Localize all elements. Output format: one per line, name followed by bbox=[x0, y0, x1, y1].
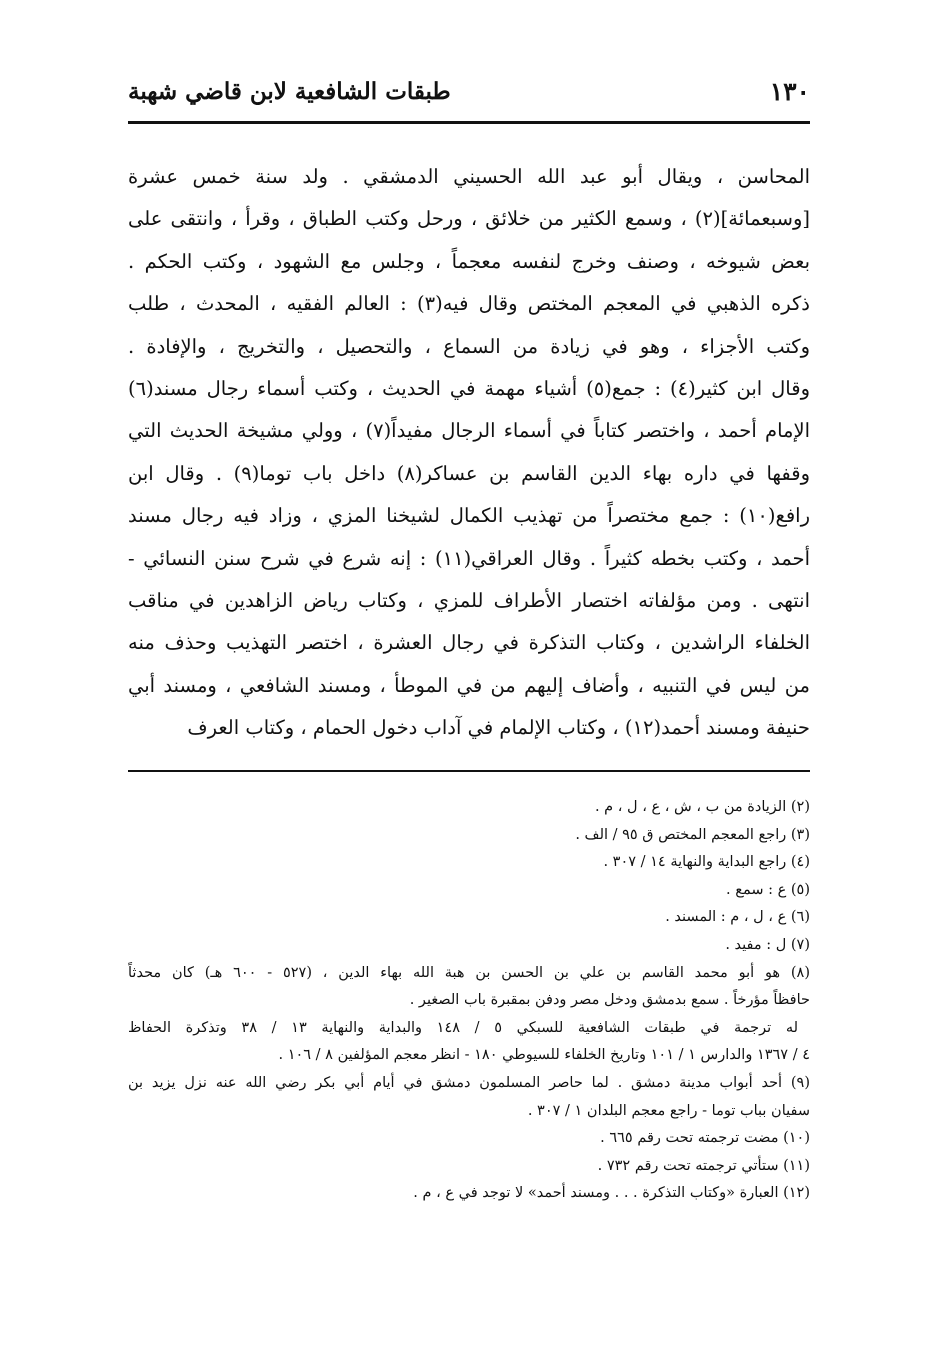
text-line: رافع(١٠) : جمع مختصراً من تهذيب الكمال لشيخنا المزي ، وزاد فيه رجال مسند bbox=[128, 504, 810, 528]
page-number: ١٣٠ bbox=[769, 77, 810, 106]
footnote-separator bbox=[128, 770, 810, 772]
text-line: بعض شيوخه ، وصنف وخرج لنفسه معجماً ، وجلس مع الشهود ، وكتب الحكم . bbox=[128, 249, 810, 273]
footnote-line: (٨) هو أبو محمد القاسم بن علي بن الحسن بن هبة الله بهاء الدين ، (٥٢٧ - ٦٠٠ هـ) كان محدثاً bbox=[128, 964, 810, 981]
footnotes bbox=[128, 794, 810, 1208]
footnote-line: حافظاً مؤرخاً . سمع بدمشق ودخل مصر ودفن بمقبرة باب الصغير . bbox=[409, 992, 810, 1009]
text-line: المحاسن ، ويقال أبو عبد الله الحسيني الدمشقي . ولد سنة خمس عشرة bbox=[128, 165, 810, 188]
text-line: الخلفاء الراشدين ، وكتاب التذكرة في رجال العشرة ، اختصر التهذيب وحذف منه bbox=[128, 631, 810, 655]
text-line: انتهى . ومن مؤلفاته اختصار الأطراف للمزي ، وكتاب رياض الزاهدين في مناقب bbox=[128, 588, 810, 612]
footnote-line: (١٢) العبارة «وكتاب التذكرة . . . ومسند أحمد» لا توجد في ع ، م . bbox=[413, 1185, 810, 1202]
footnote-line: (٥) ع : سمع . bbox=[726, 881, 810, 898]
text-line: وقال ابن كثير(٤) : جمع(٥) أشياء مهمة في الحديث ، وكتب أسماء رجال مسند(٦) bbox=[128, 376, 810, 400]
main-text bbox=[128, 156, 810, 749]
footnote-line: (٢) الزيادة من ب ، ش ، ع ، ل ، م . bbox=[594, 799, 810, 815]
footnote-line: ٤ / ١٣٦٧ والدارس ١ / ١٠١ وتاريخ الخلفاء للسيوطي ١٨٠ - انظر معجم المؤلفين ٨ / ١٠٦ . bbox=[278, 1047, 810, 1064]
text-line: ذكره الذهبي في المعجم المختص وقال فيه(٣) : العالم الفقيه ، المحدث ، طلب bbox=[128, 292, 810, 316]
footnote-line: (١١) ستأتي ترجمته تحت رقم ٧٣٢ . bbox=[597, 1157, 810, 1174]
text-line: الإمام أحمد ، واختصر كتاباً في أسماء الرجال مفيداً(٧) ، وولي مشيخة الحديث التي bbox=[128, 419, 810, 443]
footnote-line: له ترجمة في طبقات الشافعية للسبكي ٥ / ١٤٨ والبداية والنهاية ١٣ / ٣٨ وتذكرة الحفاظ bbox=[128, 1019, 799, 1036]
footnote-line: (٤) راجع البداية والنهاية ١٤ / ٣٠٧ . bbox=[603, 854, 810, 871]
footnote-line: سفيان بباب توما - راجع معجم البلدان ١ / ٣٠٧ . bbox=[527, 1102, 810, 1119]
text-line: وكتب الأجزاء ، وهو في زيادة من السماع ، والتحصيل ، والتخريج ، والإفادة . bbox=[128, 334, 810, 358]
footnote-line: (١٠) مضت ترجمته تحت رقم ٦٦٥ . bbox=[600, 1130, 810, 1147]
text-line: من ليس في التنبيه ، وأضاف إليهم من في الموطأ ، ومسند الشافعي ، ومسند أبي bbox=[128, 673, 810, 697]
footnote-line: (٩) أحد أبواب مدينة دمشق . لما حاصر المسلمون دمشق في أيام أبي بكر رضي الله عنه نزل يزيد بن bbox=[128, 1074, 810, 1091]
running-head bbox=[128, 74, 810, 110]
text-line: وقفها في داره بهاء الدين القاسم بن عساكر(٨) داخل باب توما(٩) . وقال ابن bbox=[128, 461, 810, 485]
text-line: [وسبعمائة](٢) ، وسمع الكثير من خلائق ، ورحل وكتب الطباق ، وقرأ ، وانتقى على bbox=[128, 207, 810, 231]
text-line: أحمد ، وكتب بخطه كثيراً . وقال العراقي(١١) : إنه شرع في شرح سنن النسائي - bbox=[128, 546, 810, 570]
footnote-line: (٧) ل : مفيد . bbox=[725, 936, 810, 953]
book-title: طبقات الشافعية لابن قاضي شهبة bbox=[128, 78, 451, 105]
footnote-line: (٣) راجع المعجم المختص ق ٩٥ / الف . bbox=[575, 826, 810, 843]
header-rule bbox=[128, 121, 810, 124]
text-line: حنيفة ومسند أحمد(١٢) ، وكتاب الإلمام في آداب دخول الحمام ، وكتاب العرف bbox=[187, 716, 810, 740]
footnote-line: (٦) ع ، ل ، م : المسند . bbox=[665, 909, 810, 926]
